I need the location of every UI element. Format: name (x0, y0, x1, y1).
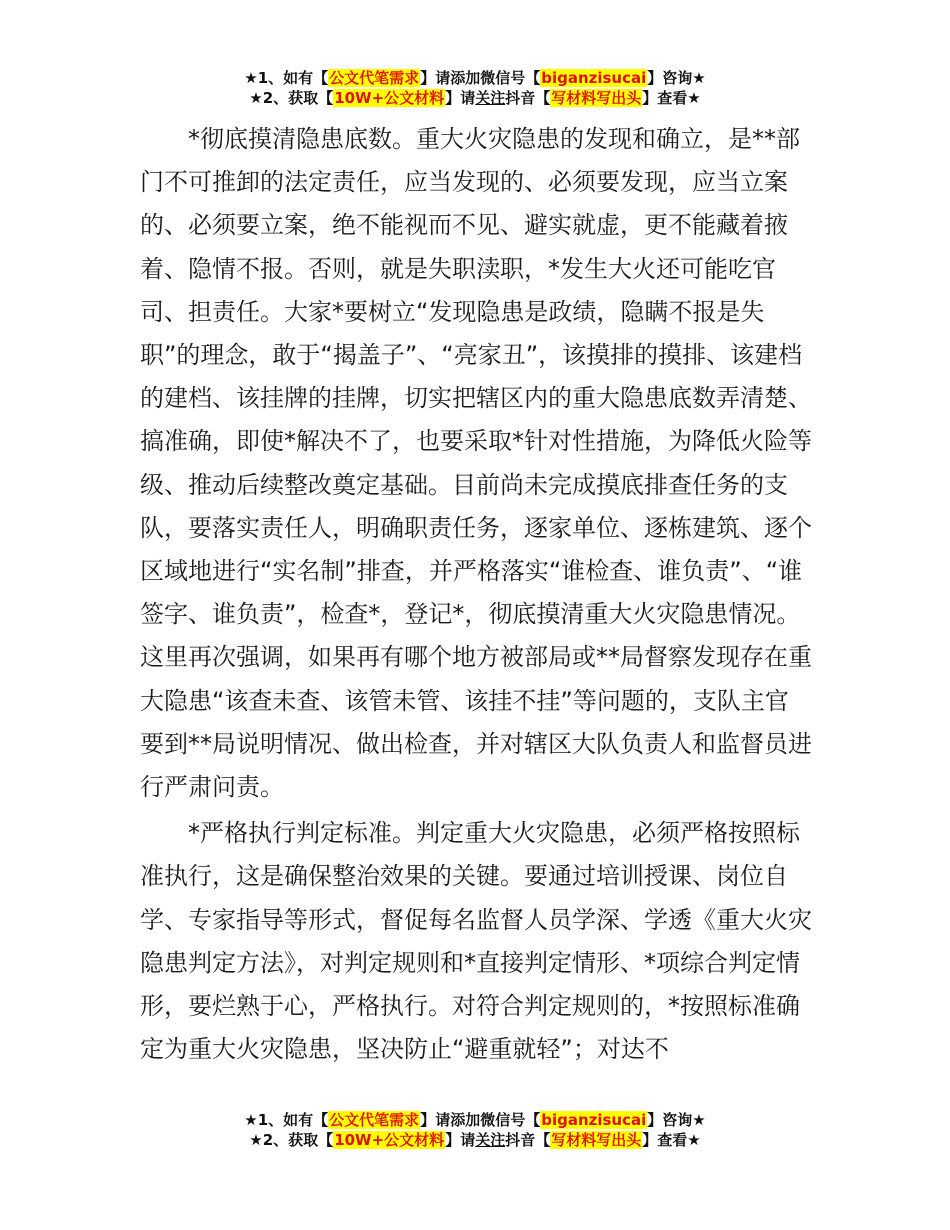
footer-line-2-end: 】查看★ (642, 1131, 701, 1149)
footer-follow-text: 关注 (475, 1131, 506, 1149)
header-line-2-mid2: 抖音【 (505, 89, 551, 107)
header-highlight-materials: 10W+公文材料 (334, 89, 445, 107)
header-highlight-service: 公文代笔需求 (329, 69, 420, 87)
header-line-1-end: 】咨询★ (647, 69, 706, 87)
footer-line-2 (0, 1130, 950, 1150)
document-body (140, 118, 812, 1071)
footer-line-1-prefix: ★1、如有【 (244, 1111, 329, 1129)
header-line-2-end: 】查看★ (642, 89, 701, 107)
header-line-1 (0, 68, 950, 88)
header-follow-text: 关注 (475, 89, 506, 107)
footer-line-2-mid: 】请 (445, 1131, 476, 1149)
footer-highlight-materials: 10W+公文材料 (334, 1131, 445, 1149)
header-line-2-prefix: ★2、获取【 (249, 89, 334, 107)
footer-line-1 (0, 1110, 950, 1130)
footer-line-2-mid2: 抖音【 (505, 1131, 551, 1149)
footer-highlight-douyin: 写材料写出头 (551, 1131, 642, 1149)
footer-banner (0, 1110, 950, 1150)
footer-line-1-end: 】咨询★ (647, 1111, 706, 1129)
footer-line-1-mid: 】请添加微信号【 (420, 1111, 541, 1129)
paragraph-2: *严格执行判定标准。判定重大火灾隐患，必须严格按照标准执行，这是确保整治效果的关键。要通过培训授课、岗位自学、专家指导等形式，督促每名监督人员学深、学透《重大火灾隐患判定方法》，对判定规则和*直接判定情形、*项综合判定情形，要烂熟于心，严格执行。对符合判定规则的，*按照标准确定为重大火灾隐患，坚决防止“避重就轻”；对达不 (140, 819, 812, 1064)
footer-line-2-prefix: ★2、获取【 (249, 1131, 334, 1149)
header-highlight-wechat: biganzisucai (541, 69, 647, 87)
paragraph-1: *彻底摸清隐患底数。重大火灾隐患的发现和确立，是**部门不可推卸的法定责任，应当发现的、必须要发现，应当立案的、必须要立案，绝不能视而不见、避实就虚，更不能藏着掖着、隐情不报。否则，就是失职渎职，*发生大火还可能吃官司、担责任。大家*要树立“发现隐患是政绩，隐瞒不报是失职”的理念，敢于“揭盖子”、“亮家丑”，该摸排的摸排、该建档的建档、该挂牌的挂牌，切实把辖区内的重大隐患底数弄清楚、搞准确，即使*解决不了，也要采取*针对性措施，为降低火险等级、推动后续整改奠定基础。目前尚未完成摸底排查任务的支队，要落实责任人，明确职责任务，逐家单位、逐栋建筑、逐个区域地进行“实名制”排查，并严格落实“谁检查、谁负责”、“谁签字、谁负责”，检查*，登记*，彻底摸清重大火灾隐患情况。这里再次强调，如果再有哪个地方被部局或**局督察发现存在重大隐患“该查未查、该管未管、该挂不挂”等问题的，支队主官要到**局说明情况、做出检查，并对辖区大队负责人和监督员进行严肃问责。 (140, 125, 812, 802)
header-banner (0, 68, 950, 108)
header-line-2 (0, 88, 950, 108)
header-line-2-mid: 】请 (445, 89, 476, 107)
header-line-1-prefix: ★1、如有【 (244, 69, 329, 87)
header-line-1-mid: 】请添加微信号【 (420, 69, 541, 87)
footer-highlight-wechat: biganzisucai (541, 1111, 647, 1129)
footer-highlight-service: 公文代笔需求 (329, 1111, 420, 1129)
header-highlight-douyin: 写材料写出头 (551, 89, 642, 107)
